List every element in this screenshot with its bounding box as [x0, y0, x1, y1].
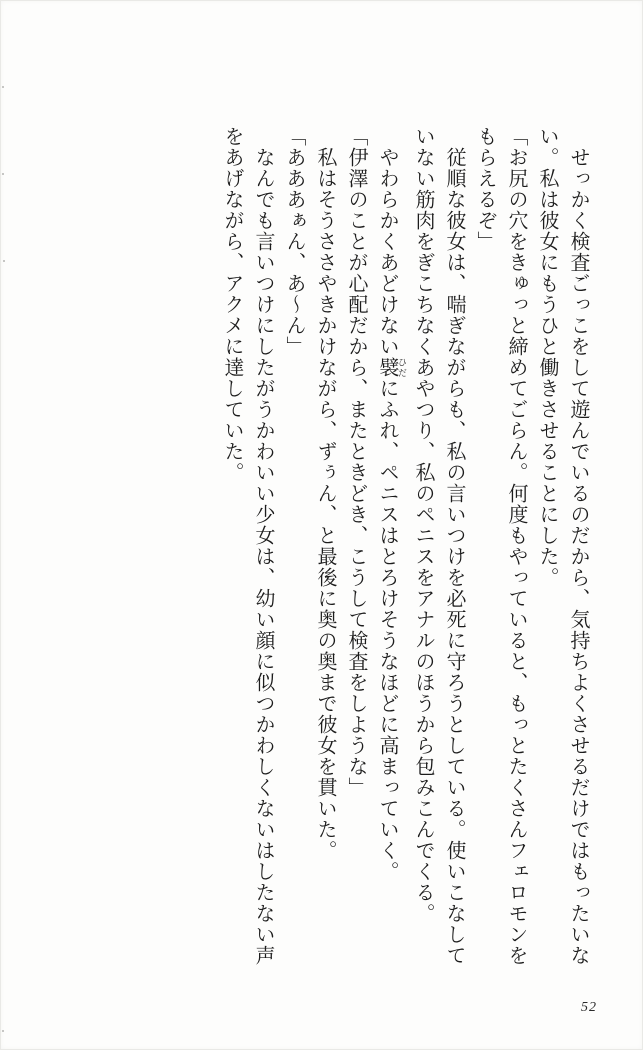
- paragraph: 従順な彼女は、喘ぎながらも、私の言いつけを必死に守ろうとしている。使いこなしていない筋肉をぎこちなくあやつり、私のペニスをアナルのほうから包みこんでくる。: [412, 126, 465, 966]
- scan-speck: [2, 1030, 4, 1032]
- scan-speck: [3, 260, 5, 262]
- paragraph: 私はそうささやきかけながら、ずぅん、と最後に奥の奥まで彼女を貫いた。: [314, 147, 336, 861]
- paragraph: やわらかくあどけない襞 ひだにふれ、ペニスはとろけそうなほどに高まっていく。: [376, 147, 407, 882]
- paragraph: なんでも言いつけにしたがうかわいい少女は、幼い顔に似つかわしくないはしたない声をあげながら、アクメに達していた。: [221, 126, 274, 966]
- paragraph: 「お尻の穴をきゅっと締めてごらん。何度もやっていると、もっとたくさんフェロモンをもらえるぞ」: [474, 126, 527, 966]
- scan-speck: [2, 173, 4, 175]
- paragraph: 「あああぁん、あ〜ん」: [283, 126, 305, 357]
- scan-speck: [2, 86, 4, 88]
- page-number: 52: [581, 1000, 597, 1015]
- paragraph: せっかく検査ごっこをして遊んでいるのだから、気持ちよくさせるだけではもったいない。私は彼女にもうひと働きさせることにした。: [536, 126, 589, 966]
- paragraph: 「伊澤のことが心配だから、またときどき、こうして検査をしような」: [345, 126, 367, 798]
- ruby-annotation: 襞 ひだ: [376, 357, 407, 378]
- vertical-text-block: [216, 126, 593, 968]
